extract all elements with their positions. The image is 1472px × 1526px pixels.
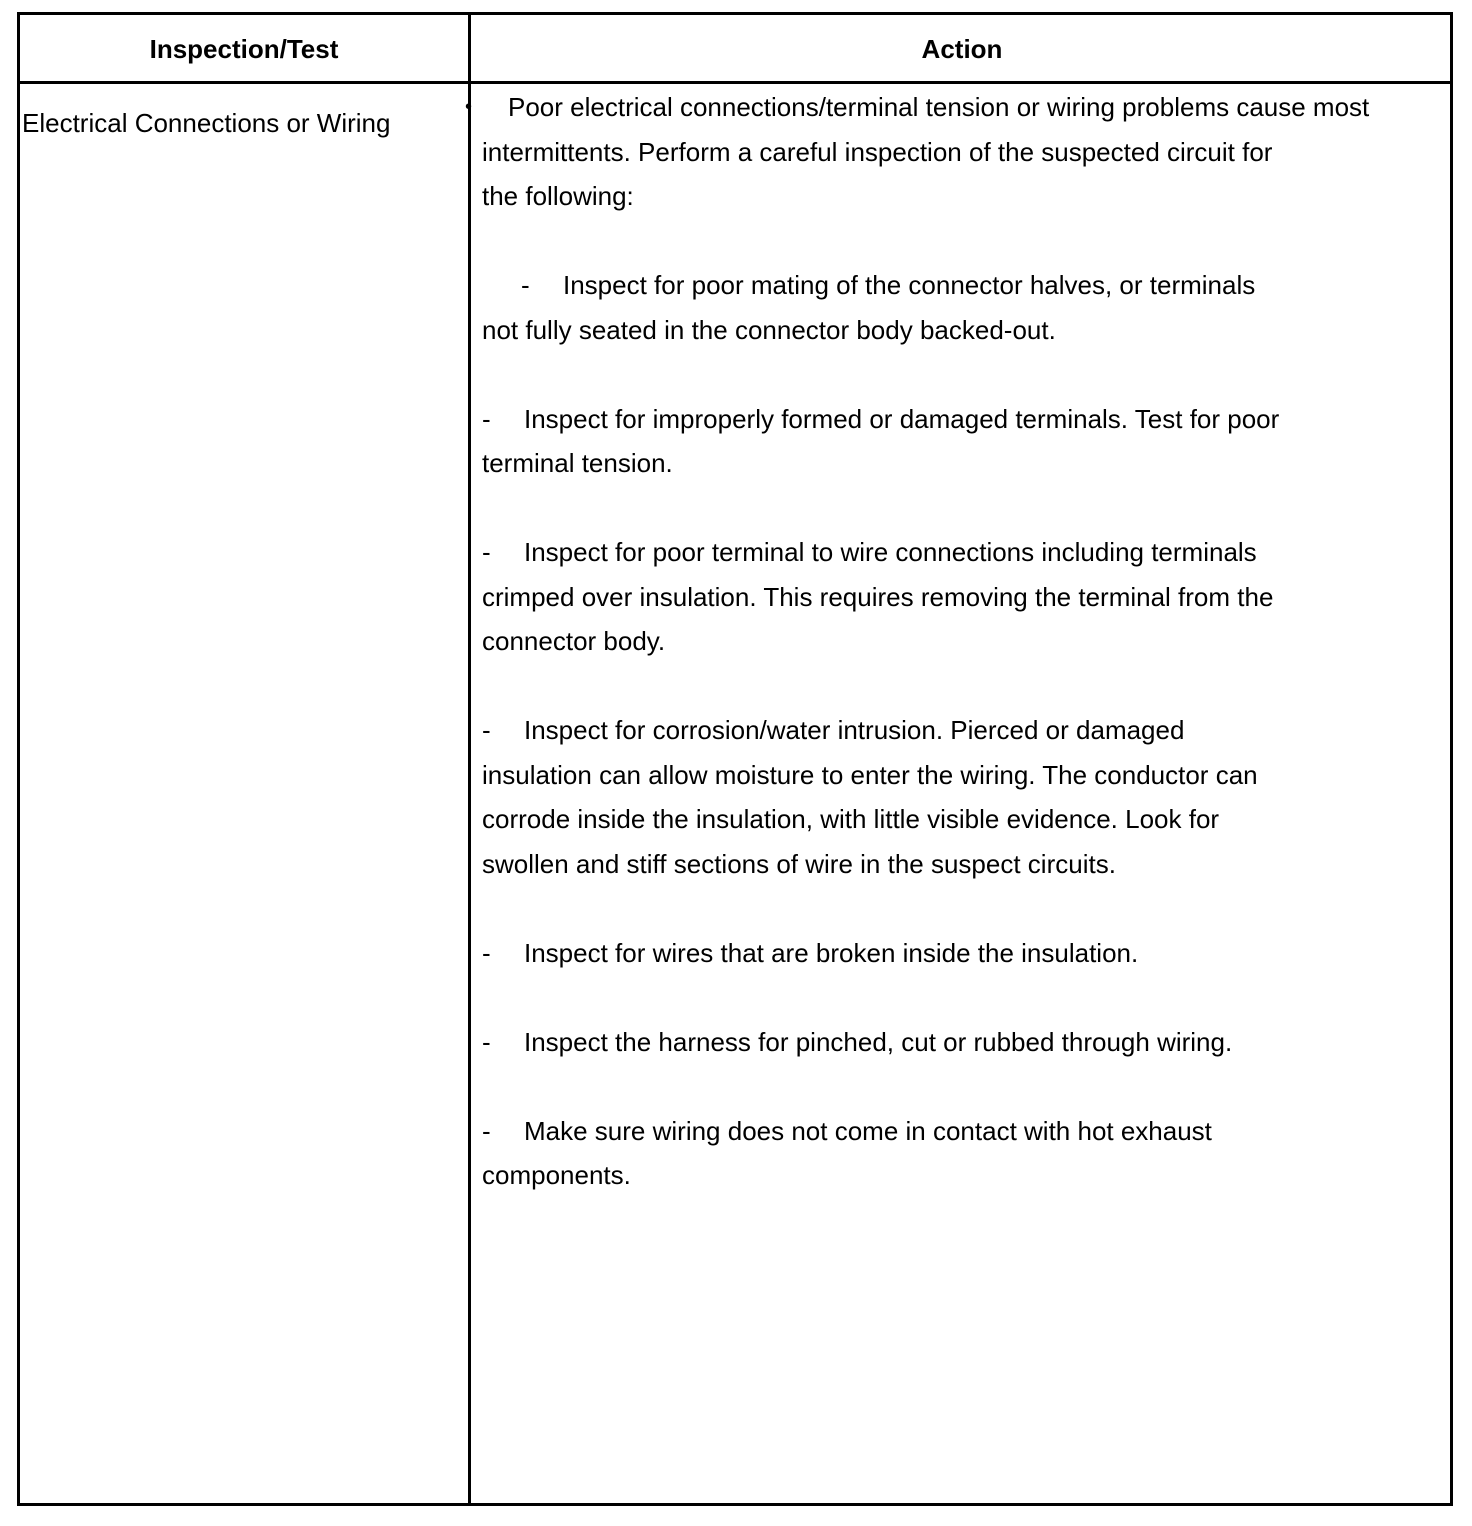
action-item — [465, 1109, 1425, 1198]
bullet-marker: • — [465, 96, 473, 118]
intro-line: the following: — [482, 181, 634, 211]
action-item-line: Inspect for poor mating of the connector halves, or terminals — [563, 270, 1256, 300]
dash-marker: - — [482, 937, 491, 968]
action-item — [465, 931, 1425, 976]
action-item-line: connector body. — [482, 626, 666, 656]
dash-marker: - — [482, 403, 491, 434]
header-action: Action — [921, 34, 1003, 64]
action-item-line: Inspect for wires that are broken inside the insulation. — [524, 937, 1139, 968]
action-item-line: insulation can allow moisture to enter the wiring. The conductor can — [482, 759, 1258, 790]
intro-line: intermittents. Perform a careful inspection of the suspected circuit for — [482, 136, 1273, 167]
intro-line: Poor electrical connections/terminal tension or wiring problems cause most — [508, 92, 1370, 122]
action-item — [465, 263, 1425, 352]
dash-marker: - — [482, 537, 491, 567]
action-item-line: not fully seated in the connector body backed-out. — [482, 314, 1056, 345]
action-item — [465, 1020, 1425, 1065]
action-item — [465, 397, 1425, 486]
header-divider — [20, 81, 1450, 84]
action-item-line: Make sure wiring does not come in contact with hot exhaust — [524, 1115, 1212, 1146]
action-item — [465, 708, 1425, 886]
action-item-line: components. — [482, 1160, 631, 1190]
header-inspection-test: Inspection/Test — [149, 34, 339, 64]
action-item-line: swollen and stiff sections of wire in the suspect circuits. — [482, 848, 1116, 879]
action-intro — [465, 85, 1425, 219]
action-item-line: terminal tension. — [482, 448, 673, 478]
dash-marker: - — [482, 1026, 491, 1057]
action-item-line: Inspect for poor terminal to wire connections including terminals — [524, 537, 1257, 567]
action-item-line: Inspect for corrosion/water intrusion. Pierced or damaged — [524, 715, 1185, 745]
action-item-line: Inspect for improperly formed or damaged terminals. Test for poor — [524, 403, 1280, 434]
action-item-line: Inspect the harness for pinched, cut or rubbed through wiring. — [524, 1026, 1233, 1057]
dash-marker: - — [482, 715, 491, 745]
dash-marker: - — [521, 270, 530, 300]
dash-marker: - — [482, 1115, 491, 1146]
inspection-cell: Electrical Connections or Wiring — [22, 108, 391, 138]
action-item-line: corrode inside the insulation, with little visible evidence. Look for — [482, 804, 1220, 834]
action-item — [465, 530, 1425, 664]
action-item-line: crimped over insulation. This requires removing the terminal from the — [482, 581, 1274, 612]
action-cell — [465, 85, 1425, 1242]
